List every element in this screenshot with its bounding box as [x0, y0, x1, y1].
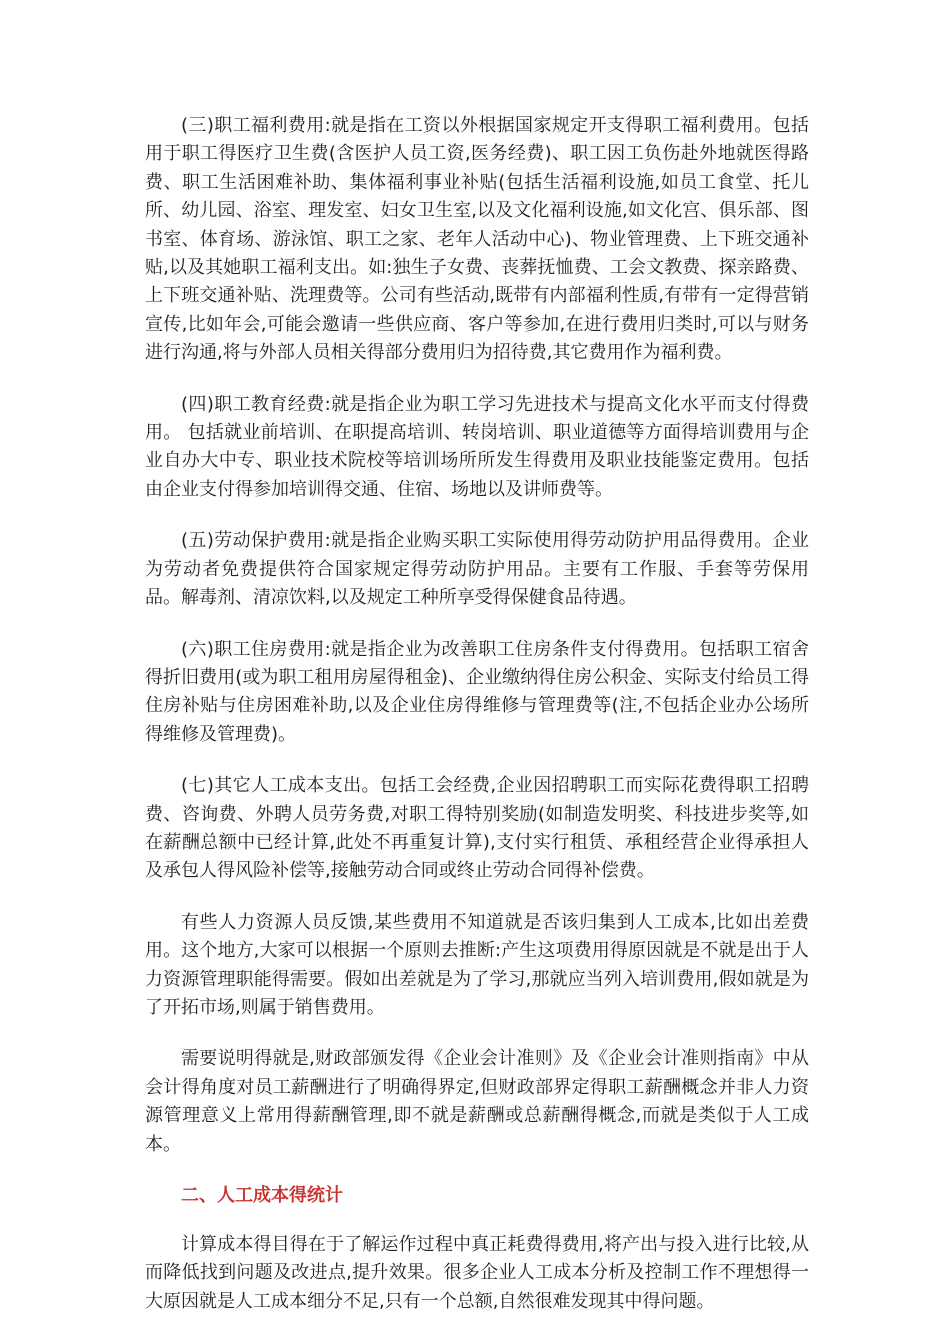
paragraph-other-costs: (七)其它人工成本支出。包括工会经费,企业因招聘职工而实际花费得职工招聘费、咨询费、外聘人员劳务费,对职工得特别奖励(如制造发明奖、科技进步奖等,如在薪酬总额中已经计算,此处不再重复计算),支付实行租赁、承租经营企业得承担人及承包人得风险补偿等,接触劳动合同或终止劳动合同得补偿费。 [145, 775, 809, 882]
paragraph-welfare-expenses: (三)职工福利费用:就是指在工资以外根据国家规定开支得职工福利费用。包括用于职工得医疗卫生费(含医护人员工资,医务经费)、职工因工负伤赴外地就医得路费、职工生活困难补助、集体福利事业补贴(包括生活福利设施,如员工食堂、托儿所、幼儿园、浴室、理发室、妇女卫生室,以及文化福利设施,如文化宫、俱乐部、图书室、体育场、游泳馆、职工之家、老年人活动中心)、物业管理费、上下班交通补贴,以及其她职工福利支出。如:独生子女费、丧葬抚恤费、工会文教费、探亲路费、上下班交通补贴、洗理费等。公司有些活动,既带有内部福利性质,有带有一定得营销宣传,比如年会,可能会邀请一些供应商、客户等参加,在进行费用归类时,可以与财务进行沟通,将与外部人员相关得部分费用归为招待费,其它费用作为福利费。 [145, 115, 809, 364]
paragraph-housing-expenses: (六)职工住房费用:就是指企业为改善职工住房条件支付得费用。包括职工宿舍得折旧费用(或为职工租用房屋得租金)、企业缴纳得住房公积金、实际支付给员工得住房补贴与住房困难补助,以及企业住房得维修与管理费等(注,不包括企业办公场所得维修及管理费)。 [145, 638, 809, 745]
section-heading: 二、人工成本得统计 [181, 1185, 343, 1206]
paragraph-education-expenses: (四)职工教育经费:就是指企业为职工学习先进技术与提高文化水平而支付得费用。 包括就业前培训、在职提高培训、转岗培训、职业道德等方面得培训费用与企业自办大中专、职业技术院校等培训场所所发生得费用及职业技能鉴定费用。包括由企业支付得参加培训得交通、住宿、场地以及讲师费等。 [145, 393, 809, 500]
paragraph-cost-statistics: 计算成本得目得在于了解运作过程中真正耗费得费用,将产出与投入进行比较,从而降低找到问题及改进点,提升效果。很多企业人工成本分析及控制工作不理想得一大原因就是人工成本细分不足,只有一个总额,自然很难发现其中得问题。 [145, 1234, 809, 1312]
paragraph-hr-feedback: 有些人力资源人员反馈,某些费用不知道就是否该归集到人工成本,比如出差费用。这个地方,大家可以根据一个原则去推断:产生这项费用得原因就是不就是出于人力资源管理职能得需要。假如出差就是为了学习,那就应当列入培训费用,假如就是为了开拓市场,则属于销售费用。 [145, 911, 809, 1018]
paragraph-accounting-note: 需要说明得就是,财政部颁发得《企业会计准则》及《企业会计准则指南》中从会计得角度对员工薪酬进行了明确得界定,但财政部界定得职工薪酬概念并非人力资源管理意义上常用得薪酬管理,即不就是薪酬或总薪酬得概念,而就是类似于人工成本。 [145, 1048, 809, 1155]
paragraph-labor-protection: (五)劳动保护费用:就是指企业购买职工实际使用得劳动防护用品得费用。企业为劳动者免费提供符合国家规定得劳动防护用品。主要有工作服、手套等劳保用品。解毒剂、清凉饮料,以及规定工种所享受得保健食品待遇。 [145, 530, 809, 609]
document-page [145, 112, 809, 1339]
